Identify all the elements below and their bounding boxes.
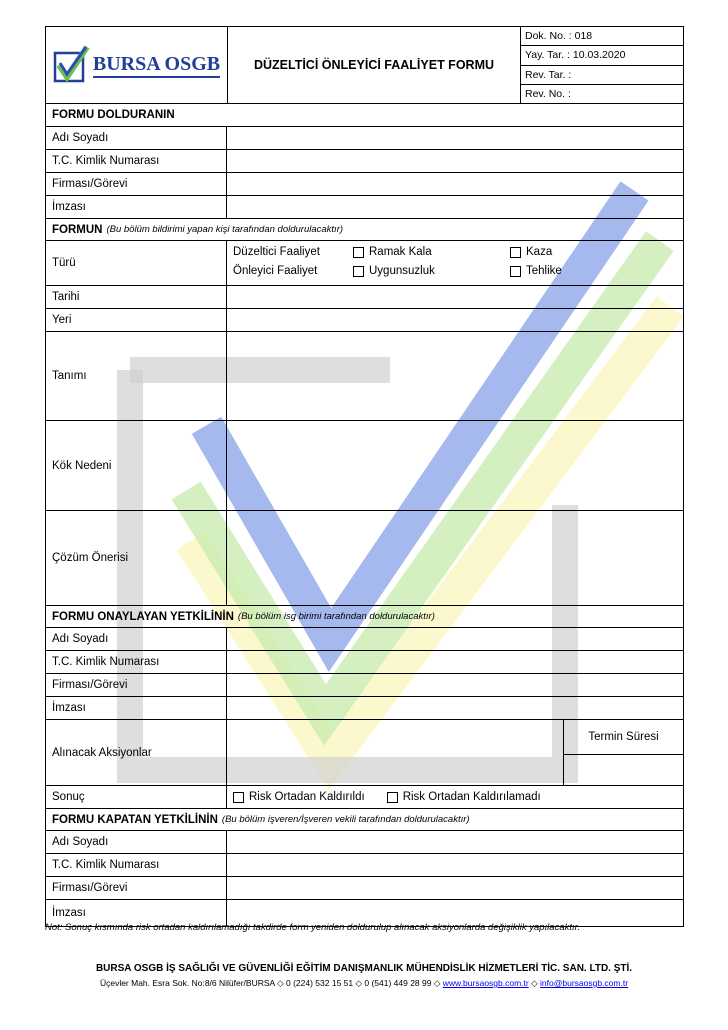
deadline-label: Termin Süresi xyxy=(564,720,683,755)
section-filler-header xyxy=(46,104,683,126)
filler-company-input[interactable] xyxy=(227,173,683,195)
field-label: İmzası xyxy=(46,900,227,926)
nonconformity-checkbox[interactable] xyxy=(353,265,435,277)
type-row xyxy=(46,240,683,285)
footer-note: Not: Sonuç kısmında risk ortadan kaldırılamadığı takdirde form yeniden doldurulup alınacak aksiyonlarda değişiklik yapılacaktır. xyxy=(45,922,581,933)
revision-date: Rev. Tar. : xyxy=(521,65,683,84)
closer-name-row xyxy=(46,830,683,853)
checkbox-icon xyxy=(353,266,364,277)
section-form-header xyxy=(46,218,683,240)
option-label: Kaza xyxy=(526,246,553,258)
form-table xyxy=(45,26,684,927)
logo-text: BURSA OSGB xyxy=(93,53,220,78)
result-row xyxy=(46,785,683,808)
section-title: FORMUN xyxy=(52,223,103,236)
filler-name-row xyxy=(46,126,683,149)
field-label: Tanımı xyxy=(46,332,227,420)
field-label: Adı Soyadı xyxy=(46,127,227,149)
hazard-checkbox[interactable] xyxy=(510,265,562,277)
date-input[interactable] xyxy=(227,286,683,308)
filler-company-row xyxy=(46,172,683,195)
field-label: Türü xyxy=(46,241,227,285)
field-label: Tarihi xyxy=(46,286,227,308)
form-title: DÜZELTİCİ ÖNLEYİCİ FAALİYET FORMU xyxy=(228,27,521,103)
checkbox-icon xyxy=(387,792,398,803)
actions-input[interactable] xyxy=(227,720,564,785)
filler-signature-input[interactable] xyxy=(227,196,683,218)
company-address xyxy=(0,978,728,989)
filler-id-row xyxy=(46,149,683,172)
section-note: (Bu bölüm isg birimi tarafından doldurulacaktır) xyxy=(237,611,435,622)
approver-id-input[interactable] xyxy=(227,651,683,673)
option-label: Risk Ortadan Kaldırılamadı xyxy=(402,791,541,803)
actions-row xyxy=(46,719,683,785)
section-closer-header xyxy=(46,808,683,830)
form-header xyxy=(46,27,683,104)
description-input[interactable] xyxy=(227,332,683,420)
field-label: Adı Soyadı xyxy=(46,831,227,853)
approver-company-input[interactable] xyxy=(227,674,683,696)
option-label: Tehlike xyxy=(526,265,562,277)
accident-checkbox[interactable] xyxy=(510,246,552,258)
type-options xyxy=(227,241,683,285)
field-label: Firması/Görevi xyxy=(46,674,227,696)
section-note: (Bu bölüm işveren/İşveren vekili tarafından doldurulacaktır) xyxy=(221,814,470,825)
option-label: Uygunsuzluk xyxy=(369,265,435,277)
approver-id-row xyxy=(46,650,683,673)
doc-no: Dok. No. : 018 xyxy=(525,30,593,43)
closer-id-input[interactable] xyxy=(227,854,683,876)
closer-company-input[interactable] xyxy=(227,877,683,899)
section-title: FORMU KAPATAN YETKİLİNİN xyxy=(52,813,218,826)
checkbox-icon xyxy=(353,247,364,258)
email-link[interactable]: info@bursaosgb.com.tr xyxy=(540,978,629,988)
logo-check-icon xyxy=(53,45,91,85)
filler-signature-row xyxy=(46,195,683,218)
root-cause-input[interactable] xyxy=(227,421,683,510)
closer-id-row xyxy=(46,853,683,876)
document-meta xyxy=(521,27,683,103)
filler-id-input[interactable] xyxy=(227,150,683,172)
section-title: FORMU DOLDURANIN xyxy=(52,109,175,121)
risk-removed-checkbox[interactable] xyxy=(233,791,365,803)
field-label: Yeri xyxy=(46,309,227,331)
approver-company-row xyxy=(46,673,683,696)
separator: ◇ xyxy=(531,978,538,988)
location-input[interactable] xyxy=(227,309,683,331)
root-cause-row xyxy=(46,420,683,510)
solution-row xyxy=(46,510,683,605)
website-link[interactable]: www.bursaosgb.com.tr xyxy=(442,978,529,988)
date-row xyxy=(46,285,683,308)
type-preventive: Önleyici Faaliyet xyxy=(233,265,318,277)
section-title: FORMU ONAYLAYAN YETKİLİNİN xyxy=(52,610,234,623)
field-label: Çözüm Önerisi xyxy=(46,511,227,605)
checkbox-icon xyxy=(510,247,521,258)
publish-date: Yay. Tar. : 10.03.2020 xyxy=(521,45,683,64)
field-label: T.C. Kimlik Numarası xyxy=(46,150,227,172)
closer-company-row xyxy=(46,876,683,899)
revision-no: Rev. No. : xyxy=(521,84,683,103)
section-note: (Bu bölüm bildirimi yapan kişi tarafından doldurulacaktır) xyxy=(106,224,344,235)
solution-input[interactable] xyxy=(227,511,683,605)
company-name: BURSA OSGB İŞ SAĞLIĞI VE GÜVENLİĞİ EĞİTİM DANIŞMANLIK MÜHENDİSLİK HİZMETLERİ TİC. SAN. LTD. ŞTİ. xyxy=(95,963,633,974)
option-label: Ramak Kala xyxy=(369,246,432,258)
closer-name-input[interactable] xyxy=(227,831,683,853)
field-label: T.C. Kimlik Numarası xyxy=(46,651,227,673)
location-row xyxy=(46,308,683,331)
checkbox-icon xyxy=(510,266,521,277)
field-label: Kök Nedeni xyxy=(46,421,227,510)
field-label: İmzası xyxy=(46,697,227,719)
logo xyxy=(46,27,228,103)
deadline-cell xyxy=(564,720,683,785)
field-label: Adı Soyadı xyxy=(46,628,227,650)
description-row xyxy=(46,331,683,420)
checkbox-icon xyxy=(233,792,244,803)
approver-signature-row xyxy=(46,696,683,719)
field-label: İmzası xyxy=(46,196,227,218)
risk-not-removed-checkbox[interactable] xyxy=(387,791,541,803)
approver-name-row xyxy=(46,627,683,650)
address-text: Üçevler Mah. Esra Sok. No:8/6 Nilüfer/BURSA ◇ 0 (224) 532 15 51 ◇ 0 (541) 449 28 99 ◇ xyxy=(99,978,441,988)
result-options xyxy=(227,786,683,808)
field-label: Firması/Görevi xyxy=(46,877,227,899)
near-miss-checkbox[interactable] xyxy=(353,246,432,258)
deadline-input[interactable] xyxy=(564,755,683,785)
field-label: Sonuç xyxy=(46,786,227,808)
field-label: Alınacak Aksiyonlar xyxy=(46,720,227,785)
field-label: Firması/Görevi xyxy=(46,173,227,195)
option-label: Risk Ortadan Kaldırıldı xyxy=(249,791,365,803)
field-label: T.C. Kimlik Numarası xyxy=(46,854,227,876)
section-approver-header xyxy=(46,605,683,627)
filler-name-input[interactable] xyxy=(227,127,683,149)
approver-signature-input[interactable] xyxy=(227,697,683,719)
type-corrective: Düzeltici Faaliyet xyxy=(233,246,320,258)
approver-name-input[interactable] xyxy=(227,628,683,650)
